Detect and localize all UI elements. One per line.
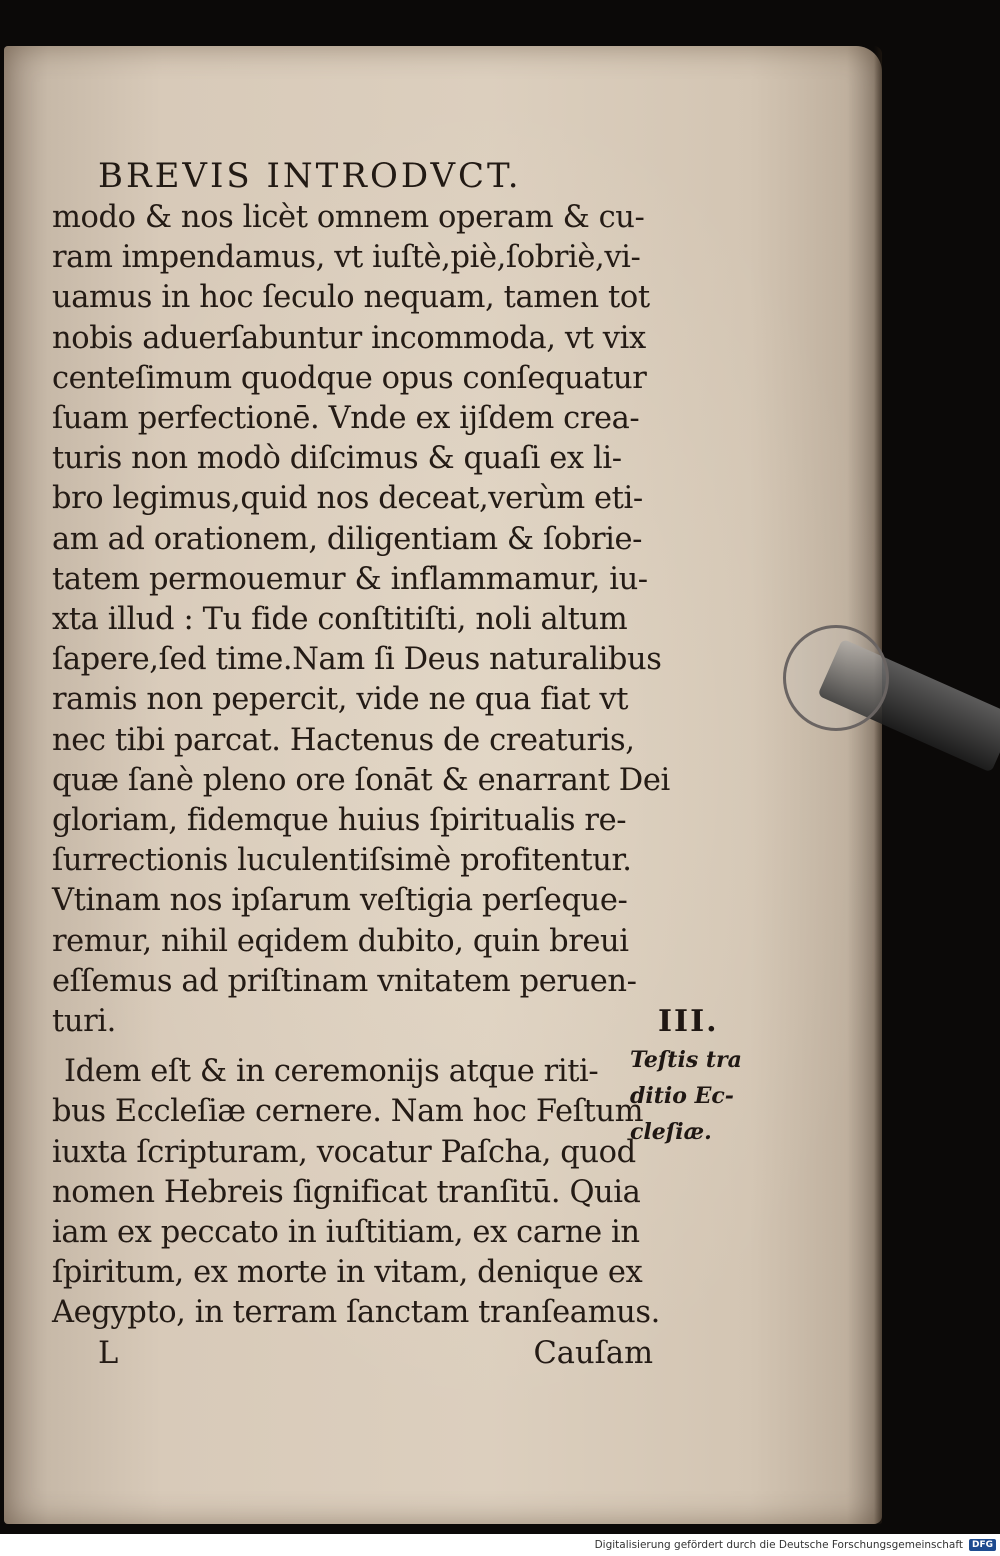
dfg-logo-icon: DFG: [969, 1539, 996, 1551]
text-line: bro legimus,quid nos deceat,verùm eti-: [52, 481, 643, 517]
text-line: nec tibi parcat. Hactenus de creaturis,: [52, 722, 635, 758]
text-line: turis non modò diſcimus & quaſi ex li-: [52, 441, 622, 477]
marginal-line: ditio Ec-: [630, 1083, 734, 1109]
page-foot: [52, 1334, 653, 1374]
marginal-note: [630, 1002, 770, 1150]
page-clamp-ring: [783, 625, 889, 731]
text-line: ſurrectionis luculentiſsimè profitentur.: [52, 843, 632, 879]
marginal-number: III.: [658, 1004, 719, 1039]
running-head: BREVIS INTRODVCT.: [98, 156, 522, 196]
text-line: modo & nos licèt omnem operam & cu-: [52, 200, 645, 235]
text-line: ſpiritum, ex morte in vitam, denique ex: [52, 1255, 643, 1291]
book-page: [4, 46, 882, 1524]
text-line: eſſemus ad priſtinam vnitatem peruen-: [52, 963, 637, 999]
text-line: nomen Hebreis ſignificat tranſitū. Quia: [52, 1174, 641, 1210]
text-line: bus Eccleſiæ cernere. Nam hoc Feſtum: [52, 1094, 644, 1130]
marginal-line: Teſtis tra: [630, 1047, 742, 1073]
signature-mark: L: [98, 1335, 119, 1371]
paragraph-gap: [52, 1042, 637, 1052]
text-line: am ad orationem, diligentiam & ſobrie-: [52, 521, 643, 557]
text-line: ram impendamus, vt iuſtè,piè,ſobriè,vi-: [52, 240, 641, 276]
text-line: Idem eſt & in ceremonijs atque riti-: [64, 1054, 599, 1090]
text-line: nobis aduerſabuntur incommoda, vt vix: [52, 320, 646, 356]
text-line: gloriam, fidemque huius ſpiritualis re-: [52, 803, 627, 839]
text-line: turi.: [52, 1004, 116, 1040]
funding-credit: Digitalisierung gefördert durch die Deutsche Forschungsgemeinschaft: [594, 1539, 963, 1551]
text-line: centeſimum quodque opus conſequatur: [52, 360, 647, 396]
text-line: remur, nihil eqidem dubito, quin breui: [52, 923, 629, 959]
footer-bar: [0, 1534, 1000, 1556]
text-line: iuxta ſcripturam, vocatur Paſcha, quod: [52, 1134, 636, 1170]
text-line: ſapere,ſed time.Nam ſi Deus naturalibus: [52, 642, 662, 678]
marginal-line: cleſiæ.: [630, 1119, 712, 1145]
text-line: Aegypto, in terram ſanctam tranſeamus.: [52, 1295, 660, 1331]
text-line: Vtinam nos ipſarum veſtigia perſeque-: [52, 883, 628, 919]
text-line: xta illud : Tu fide conſtitiſti, noli altum: [52, 602, 628, 638]
catchword: Cauſam: [533, 1335, 653, 1371]
text-line: ſuam perfectionē. Vnde ex ijſdem crea-: [52, 401, 640, 437]
text-line: uamus in hoc ſeculo nequam, tamen tot: [52, 280, 650, 316]
text-block: [52, 154, 670, 1374]
text-line: quæ ſanè pleno ore ſonāt & enarrant Dei: [52, 762, 670, 798]
text-line: iam ex peccato in iuſtitiam, ex carne in: [52, 1215, 640, 1251]
text-line: tatem permouemur & inflammamur, iu-: [52, 561, 648, 597]
text-line: ramis non pepercit, vide ne qua fiat vt: [52, 682, 629, 718]
